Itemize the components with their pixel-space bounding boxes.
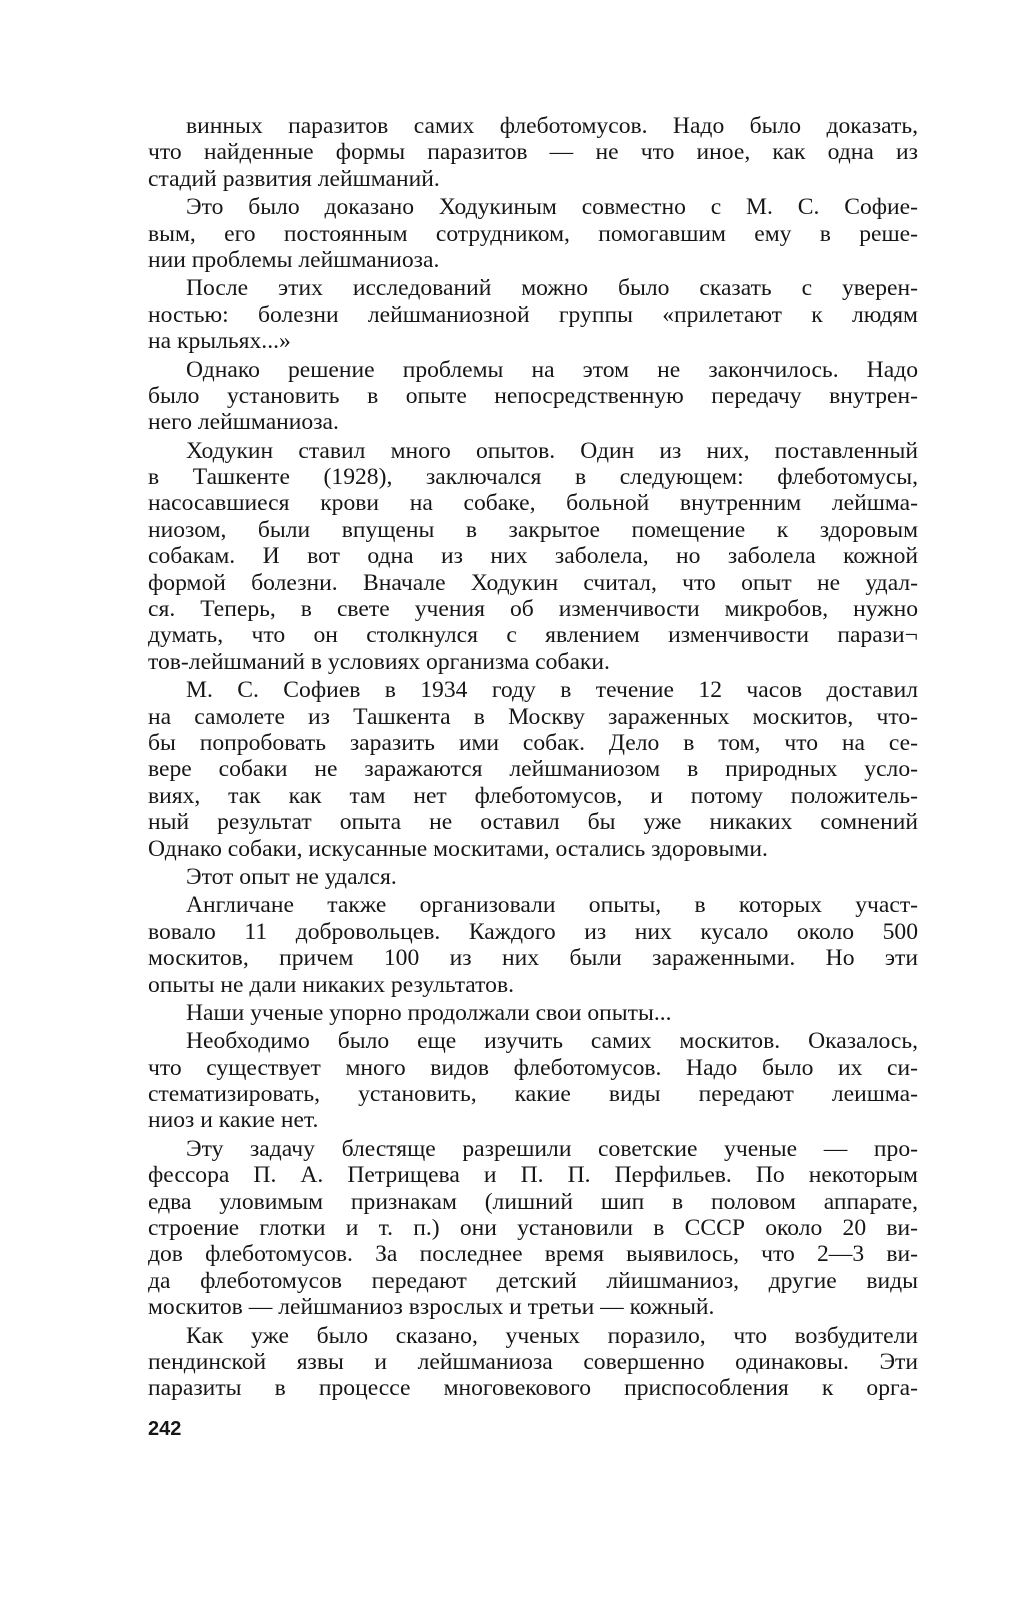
text-line: пендинской язвы и лейшманиоза совершенно одинаковы. Эти xyxy=(148,1348,918,1375)
paragraph xyxy=(148,194,918,273)
text-line: ниозом, были впущены в закрытое помещение к здоровым xyxy=(148,516,918,543)
text-line: Как уже было сказано, ученых поразило, что возбудители xyxy=(186,1322,918,1349)
text-line: После этих исследований можно было сказать с уверен- xyxy=(186,275,918,302)
text-line: Наши ученые упорно продолжали свои опыты... xyxy=(186,999,672,1026)
text-line: на самолете из Ташкента в Москву зараженных москитов, что- xyxy=(148,703,918,730)
text-line: Однако собаки, искусанные москитами, остались здоровыми. xyxy=(148,835,768,862)
text-line: тов-лейшманий в условиях организма собаки. xyxy=(148,648,610,675)
text-line: ниоз и какие нет. xyxy=(148,1107,319,1134)
text-line: вере собаки не заражаются лейшманиозом в природных усло- xyxy=(148,756,918,783)
paragraph xyxy=(148,1136,918,1321)
text-line: М. С. Софиев в 1934 году в течение 12 часов доставил xyxy=(186,677,918,704)
text-line: ся. Теперь, в свете учения об изменчивости микробов, нужно xyxy=(148,596,918,623)
paragraph xyxy=(148,892,918,998)
text-line: Однако решение проблемы на этом не закончилось. Надо xyxy=(186,356,918,383)
text-line: бы попробовать заразить ими собак. Дело в том, что на се- xyxy=(148,729,918,756)
text-line: Ходукин ставил много опытов. Один из них, поставленный xyxy=(186,437,918,464)
text-line: фессора П. А. Петрищева и П. П. Перфильев. По некоторым xyxy=(148,1162,918,1189)
text-line: в Ташкенте (1928), заключался в следующем: флеботомусы, xyxy=(148,464,918,491)
text-line: на крыльях...» xyxy=(148,328,291,355)
text-line: насосавшиеся крови на собаке, больной внутренним лейшма- xyxy=(148,490,918,517)
text-line: паразиты в процессе многовекового приспособления к орга- xyxy=(148,1375,918,1402)
text-line: что существует много видов флеботомусов. Надо было их си- xyxy=(148,1054,918,1081)
paragraph xyxy=(148,113,918,192)
paragraph xyxy=(148,1000,918,1026)
text-line: виях, так как там нет флеботомусов, и потому положитель- xyxy=(148,782,918,809)
text-line: москитов, причем 100 из них были зараженными. Но эти xyxy=(148,945,918,972)
paragraph xyxy=(148,275,918,354)
text-line: москитов — лейшманиоз взрослых и третьи — кожный. xyxy=(148,1294,715,1321)
text-line: вовало 11 добровольцев. Каждого из них кусало около 500 xyxy=(148,918,918,945)
text-line: формой болезни. Вначале Ходукин считал, что опыт не удал- xyxy=(148,569,918,596)
text-line: нии проблемы лейшманиоза. xyxy=(148,246,440,273)
text-line: Эту задачу блестяще разрешили советские ученые — про- xyxy=(186,1135,918,1162)
paragraph xyxy=(148,677,918,862)
text-line: собакам. И вот одна из них заболела, но заболела кожной xyxy=(148,543,918,570)
paragraph xyxy=(148,1323,918,1402)
text-line: было установить в опыте непосредственную передачу внутрен- xyxy=(148,382,918,409)
text-line: Необходимо было еще изучить самих москитов. Оказалось, xyxy=(186,1028,918,1055)
text-line: него лейшманиоза. xyxy=(148,409,339,436)
text-line: стематизировать, установить, какие виды передают леишма- xyxy=(148,1081,918,1108)
text-line: винных паразитов самих флеботомусов. Надо было доказать, xyxy=(186,113,918,139)
page-number: 242 xyxy=(148,1418,182,1440)
text-line: дов флеботомусов. За последнее время выявилось, что 2—3 ви- xyxy=(148,1241,918,1268)
text-line: опыты не дали никаких результатов. xyxy=(148,971,515,998)
text-line: стадий развития лейшманий. xyxy=(148,165,440,192)
page-body-text xyxy=(148,113,918,1404)
paragraph xyxy=(148,357,918,436)
paragraph xyxy=(148,1028,918,1134)
text-line: Этот опыт не удался. xyxy=(186,863,397,890)
paragraph xyxy=(148,864,918,890)
text-line: Это было доказано Ходукиным совместно с М. С. Софие- xyxy=(186,194,918,221)
text-line: Англичане также организовали опыты, в которых участ- xyxy=(186,892,918,919)
text-line: вым, его постоянным сотрудником, помогавшим ему в реше- xyxy=(148,220,918,247)
text-line: ный результат опыта не оставил бы уже никаких сомнений xyxy=(148,809,918,836)
text-line: ностью: болезни лейшманиозной группы «прилетают к людям xyxy=(148,301,918,328)
paragraph xyxy=(148,438,918,676)
text-line: да флеботомусов передают детский лйишманиоз, другие виды xyxy=(148,1267,918,1294)
text-line: едва уловимым признакам (лишний шип в половом аппарате, xyxy=(148,1188,918,1215)
text-line: что найденные формы паразитов — не что иное, как одна из xyxy=(148,139,918,166)
text-line: думать, что он столкнулся с явлением изменчивости парази¬ xyxy=(148,622,918,649)
text-line: строение глотки и т. п.) они установили в СССР около 20 ви- xyxy=(148,1215,918,1242)
